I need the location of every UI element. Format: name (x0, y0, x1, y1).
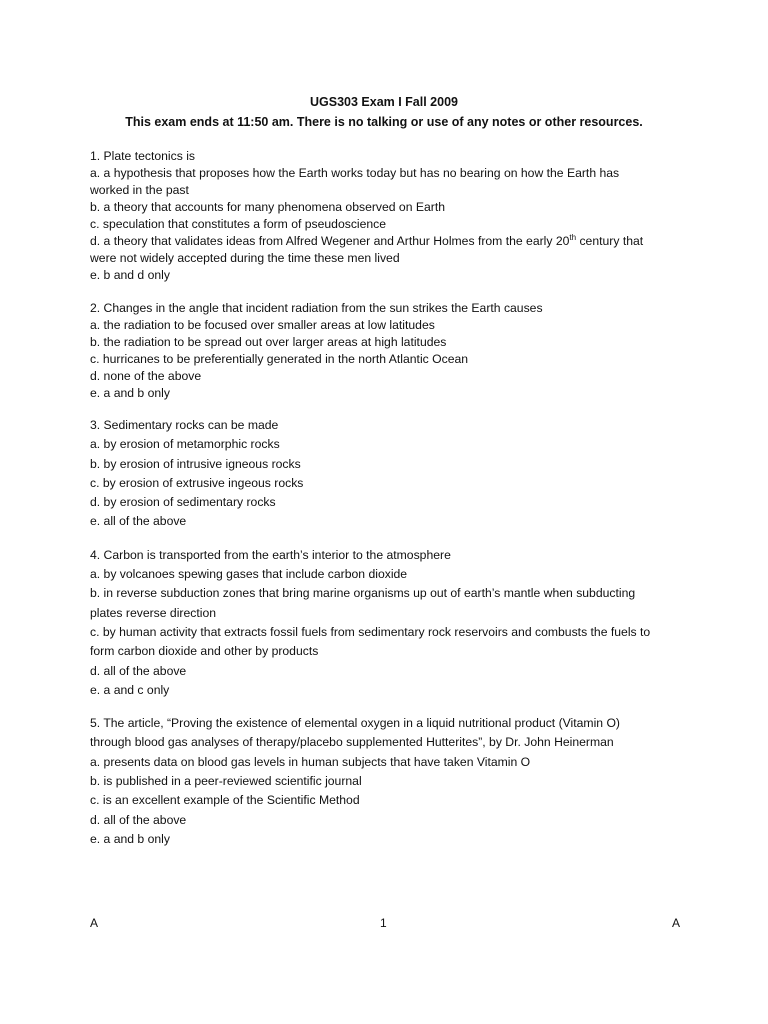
option-c: c. hurricanes to be preferentially generated in the north Atlantic Ocean (90, 352, 469, 366)
option-d-continued: were not widely accepted during the time these men lived (90, 251, 400, 265)
exam-header (0, 92, 768, 132)
page-footer (90, 916, 680, 934)
footer-version-right: A (671, 916, 680, 930)
option-c-continued: form carbon dioxide and other by products (90, 644, 319, 659)
option-a: a. presents data on blood gas levels in human subjects that have taken Vitamin O (90, 754, 531, 769)
question-stem: 3. Sedimentary rocks can be made (90, 418, 279, 432)
option-b-continued: plates reverse direction (90, 605, 216, 620)
option-d-text-end: century that (576, 234, 644, 248)
option-a: a. by erosion of metamorphic rocks (90, 437, 280, 452)
question-stem: 2. Changes in the angle that incident radiation from the sun strikes the Earth causes (90, 301, 543, 315)
question-4 (90, 546, 690, 700)
question-5 (90, 714, 690, 849)
option-b: b. the radiation to be spread out over larger areas at high latitudes (90, 335, 447, 349)
option-d (90, 233, 690, 250)
option-e: e. all of the above (90, 514, 187, 529)
exam-questions (90, 148, 690, 849)
option-d: d. none of the above (90, 369, 202, 383)
option-d: d. all of the above (90, 663, 187, 678)
option-d-text: d. a theory that validates ideas from Alfred Wegener and Arthur Holmes from the early 20 (90, 234, 570, 248)
option-a: a. the radiation to be focused over smaller areas at low latitudes (90, 318, 435, 332)
option-e: e. a and b only (90, 386, 170, 400)
ordinal-superscript: th (569, 232, 577, 242)
question-3 (90, 416, 690, 532)
exam-title: UGS303 Exam I Fall 2009 (309, 95, 458, 109)
question-stem: 4. Carbon is transported from the earth’s interior to the atmosphere (90, 547, 451, 562)
option-a-continued: worked in the past (90, 183, 189, 197)
question-stem: 5. The article, “Proving the existence of elemental oxygen in a liquid nutritional product (Vitamin O) (90, 716, 620, 731)
option-c: c. by erosion of extrusive ingeous rocks (90, 475, 304, 490)
exam-instructions: This exam ends at 11:50 am. There is no talking or use of any notes or other resources. (125, 115, 643, 129)
option-b: b. in reverse subduction zones that bring marine organisms up out of earth’s mantle when subducting (90, 586, 636, 601)
option-b: b. by erosion of intrusive igneous rocks (90, 456, 301, 471)
question-1 (90, 148, 690, 284)
question-2 (90, 300, 690, 402)
option-e: e. b and d only (90, 268, 170, 282)
option-c: c. by human activity that extracts fossil fuels from sedimentary rock reservoirs and combusts the fuels to (90, 624, 651, 639)
option-b: b. is published in a peer-reviewed scientific journal (90, 774, 362, 789)
option-e: e. a and c only (90, 682, 170, 697)
question-stem: 1. Plate tectonics is (90, 149, 195, 163)
option-d: d. all of the above (90, 812, 187, 827)
question-stem-continued: through blood gas analyses of therapy/placebo supplemented Hutterites”, by Dr. John Heinerman (90, 735, 614, 750)
option-c: c. is an excellent example of the Scientific Method (90, 793, 360, 808)
option-c: c. speculation that constitutes a form of pseudoscience (90, 217, 387, 231)
option-b: b. a theory that accounts for many phenomena observed on Earth (90, 200, 446, 214)
option-a: a. a hypothesis that proposes how the Earth works today but has no bearing on how the Earth has (90, 166, 620, 180)
footer-version-left: A (90, 916, 99, 930)
page-number: 1 (380, 916, 387, 930)
option-e: e. a and b only (90, 831, 170, 846)
option-d: d. by erosion of sedimentary rocks (90, 495, 276, 510)
option-a: a. by volcanoes spewing gases that include carbon dioxide (90, 567, 408, 582)
